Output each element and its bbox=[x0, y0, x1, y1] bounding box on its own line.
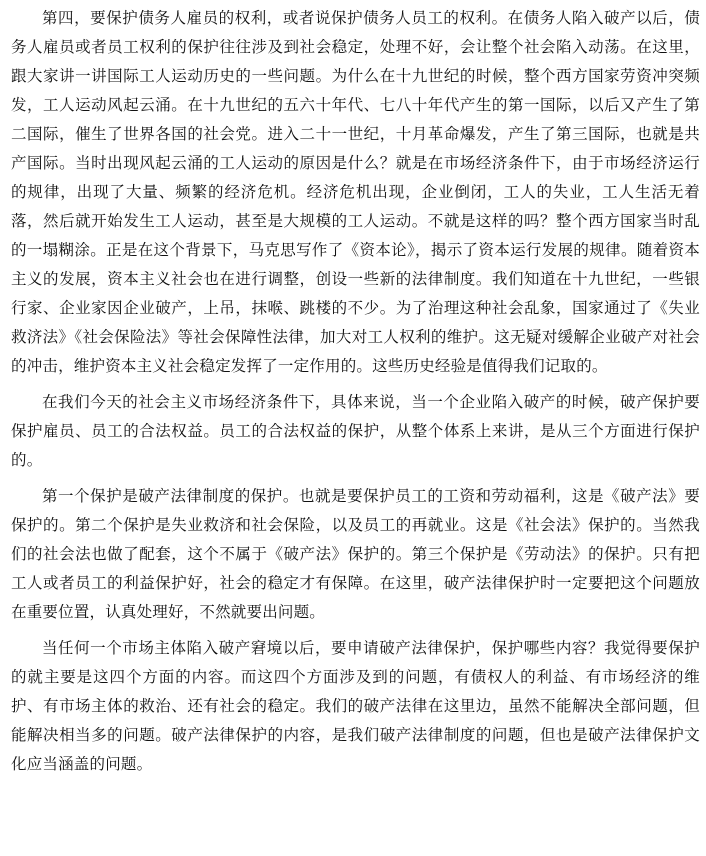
paragraph-4: 当任何一个市场主体陷入破产窘境以后，要申请破产法律保护，保护哪些内容？我觉得要保护的就主要是这四个方面的内容。而这四个方面涉及到的问题，有债权人的利益、有市场经济的维护、有市场主体的救治、还有社会的稳定。我们的破产法律在这里边，虽然不能解决全部问题，但能解决相当多的问题。破产法律保护的内容，是我们破产法律制度的问题，但也是破产法律保护文化应当涵盖的问题。 bbox=[11, 639, 700, 773]
paragraph-1: 第四，要保护债务人雇员的权利，或者说保护债务人员工的权利。在债务人陷入破产以后，债务人雇员或者员工权利的保护往往涉及到社会稳定，处理不好，会让整个社会陷入动荡。在这里，跟大家讲一讲国际工人运动历史的一些问题。为什么在十九世纪的时候，整个西方国家劳资冲突频发，工人运动风起云涌。在十九世纪的五六十年代、七八十年代产生的第一国际，以后又产生了第二国际，催生了世界各国的社会党。进入二十一世纪，十月革命爆发，产生了第三国际，也就是共产国际。当时出现风起云涌的工人运动的原因是什么？就是在市场经济条件下，由于市场经济运行的规律，出现了大量、频繁的经济危机。经济危机出现，企业倒闭，工人的失业，工人生活无着落，然后就开始发生工人运动，甚至是大规模的工人运动。不就是这样的吗？整个西方国家当时乱的一塌糊涂。正是在这个背景下，马克思写作了《资本论》，揭示了资本运行发展的规律。随着资本主义的发展，资本主义社会也在进行调整，创设一些新的法律制度。我们知道在十九世纪，一些银行家、企业家因企业破产，上吊，抹喉、跳楼的不少。为了治理这种社会乱象，国家通过了《失业救济法》《社会保险法》等社会保障性法律，加大对工人权利的维护。这无疑对缓解企业破产对社会的冲击，维护资本主义社会稳定发挥了一定作用的。这些历史经验是值得我们记取的。 bbox=[11, 9, 700, 375]
paragraph-2: 在我们今天的社会主义市场经济条件下，具体来说，当一个企业陷入破产的时候，破产保护要保护雇员、员工的合法权益。员工的合法权益的保护，从整个体系上来讲，是从三个方面进行保护的。 bbox=[11, 393, 700, 469]
paragraph-3: 第一个保护是破产法律制度的保护。也就是要保护员工的工资和劳动福利，这是《破产法》要保护的。第二个保护是失业救济和社会保险，以及员工的再就业。这是《社会法》保护的。当然我们的社会法也做了配套，这个不属于《破产法》保护的。第三个保护是《劳动法》的保护。只有把工人或者员工的利益保护好，社会的稳定才有保障。在这里，破产法律保护时一定要把这个问题放在重要位置，认真处理好，不然就要出问题。 bbox=[11, 487, 700, 621]
